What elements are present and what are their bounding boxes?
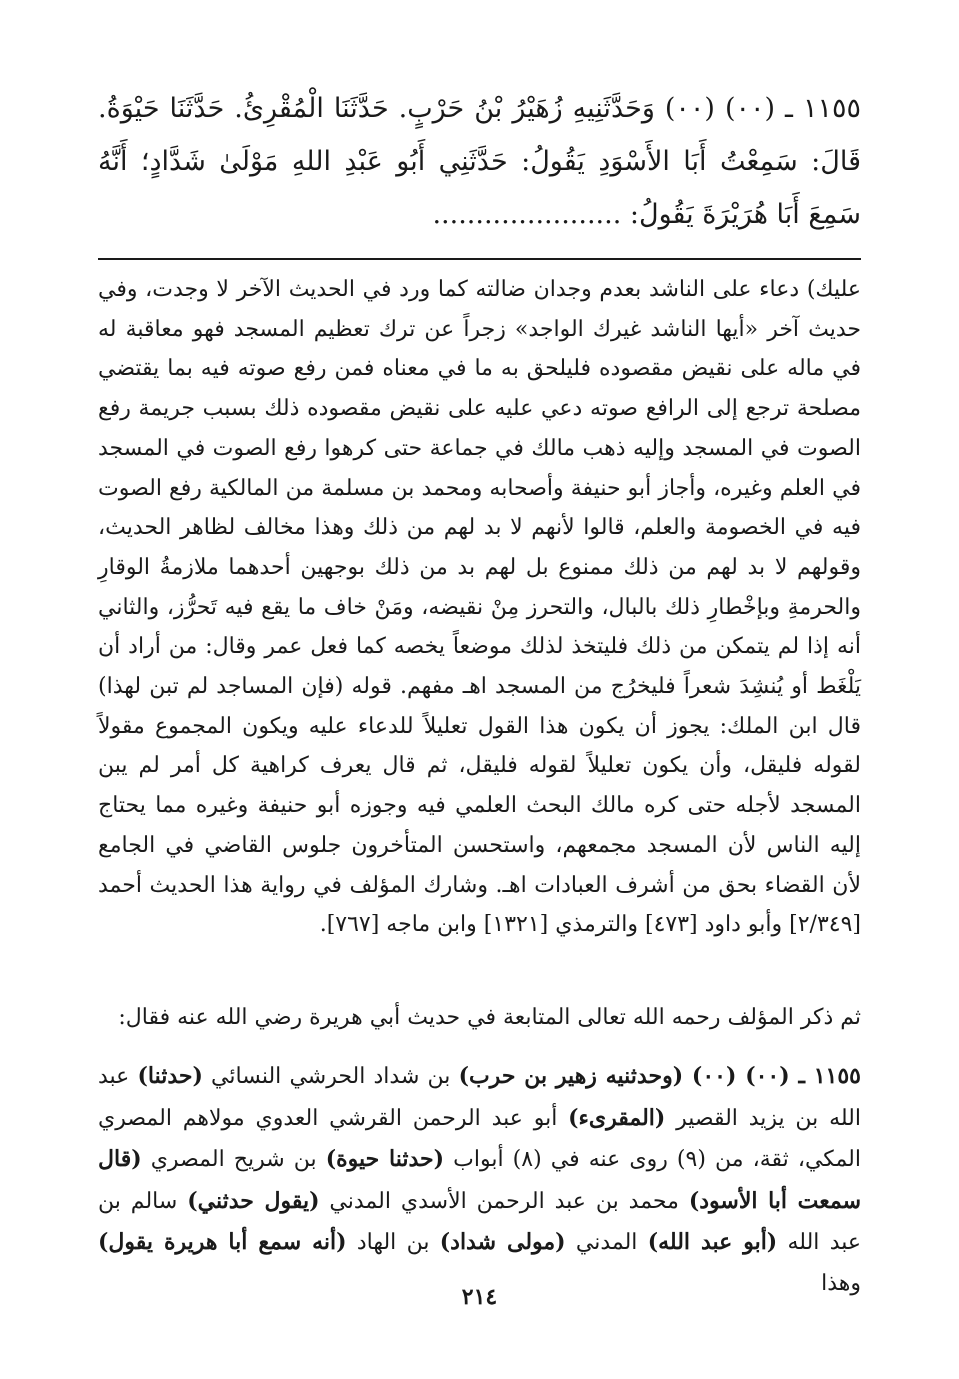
quoted-isnad-segment: (أنه سمع أبا هريرة يقول): [98, 1229, 347, 1255]
explanation-segment: سالم بن عبد الله: [98, 1188, 862, 1255]
quoted-isnad-segment: (المقرىء): [568, 1104, 666, 1131]
hadith-text: ١١٥٥ ـ (٠٠) (٠٠) وَحَدَّثَنِيهِ زُهَيْرُ بْنُ حَرْبٍ. حَدَّثَنَا الْمُقْرِئُ. حَدَّثَنَا حَيْوَةُ. قَالَ: سَمِعْتُ أَبَا الأَسْوَدِ يَقُولُ: حَدَّثَنِي أَبُو عَبْدِ اللهِ مَوْلَىٰ شَدَّادٍ؛ أَنَّهُ سَمِعَ أَبَا هُرَيْرَةَ يَقُولُ: ......................: [98, 93, 861, 230]
commentary-text: [98, 270, 861, 945]
quoted-isnad-segment: (حدثنا): [137, 1063, 203, 1089]
quoted-isnad-segment: (حدثنا حيوة): [325, 1146, 445, 1172]
quoted-isnad-segment: ١١٥٥ ـ (٠٠) (٠٠) (وحدثنيه زهير بن حرب): [458, 1063, 861, 1089]
explanation-segment: محمد بن عبد الرحمن الأسدي المدني: [319, 1188, 689, 1214]
mutabaah-intro: ثم ذكر المؤلف رحمه الله تعالى المتابعة في حديث أبي هريرة رضي الله عنه فقال:: [118, 1005, 861, 1030]
commentary-paragraph: عليك) دعاء على الناشد بعدم وجدان ضالته كما ورد في الحديث الآخر لا وجدت، وفي حديث آخر «أيها الناشد غيرك الواجد» زجراً عن ترك تعظيم المسجد فهو معاقبة له في ماله على نقيض مقصوده فليلحق به ما في معناه فمن رفع صوته فيه بما يقتضي مصلحة ترجع إلى الرافع صوته دعي عليه على نقيض مقصوده ذلك بسبب جريمة رفع الصوت في المسجد وإليه ذهب مالك في جماعة حتى كرهوا رفع الصوت في المسجد في العلم وغيره، وأجاز أبو حنيفة وأصحابه ومحمد بن مسلمة من المالكية رفع الصوت فيه في الخصومة والعلم، قالوا لأنهم لا بد لهم من ذلك وهذا مخالف لظاهر الحديث، وقولهم لا بد لهم من ذلك ممنوع بل لهم بد من ذلك بوجهين أحدهما ملازمةُ الوقارِ والحرمةِ وبإخْطارِ ذلك بالبال، والتحرز مِنْ نقيضه، ومَنْ خاف ما يقع فيه تَحرُّز، والثاني أنه إذا لم يتمكن من ذلك فليتخذ لذلك موضعاً يخصه كما فعل عمر وقال: من أراد أن يَلْغَط أو يُنشِدَ شعراً فليخرُج من المسجد اهـ مفهم. قوله (فإن المساجد لم تبن لهذا) قال ابن الملك: يجوز أن يكون هذا القول تعليلاً للدعاء عليه ويكون المجموع مقولاً لقوله فليقل، وأن يكون تعليلاً لقوله فليقل، ثم قال يعرف كراهية كل أمر لم يبن المسجد لأجله حتى كره مالك البحث العلمي فيه وجوزه أبو حنيفة وغيره مما يحتاج إليه الناس لأن المسجد مجمعهم، واستحسن المتأخرون جلوس القاضي في الجامع لأن القضاء بحق من أشرف العبادات اهـ. وشارك المؤلف في رواية هذا الحديث أحمد [٢/٣٤٩] وأبو داود [٤٧٣] والترمذي [١٣٢١] وابن ماجه [٧٦٧].: [98, 277, 862, 938]
explanation-segment: بن الهاد: [346, 1230, 440, 1255]
quoted-isnad-segment: (يقول حدثني): [187, 1187, 320, 1214]
quoted-isnad-segment: (أبو عبد الله): [647, 1229, 778, 1255]
page-number: ٢١٤: [461, 1284, 498, 1310]
explanation-segment: عبد الله بن يزيد القصير: [98, 1064, 861, 1131]
quoted-isnad-segment: (مولى شداد): [439, 1229, 566, 1255]
explanation-segment: وهذا: [821, 1270, 861, 1296]
quoted-isnad-segment: (قال سمعت أبا الأسود): [98, 1146, 862, 1214]
explanation-segment: بن شريح المصري: [141, 1147, 326, 1172]
explanation-segment: المدني: [565, 1230, 648, 1255]
isnad-explanation: [98, 1056, 861, 1304]
explanation-segment: أبو عبد الرحمن القرشي العدوي مولاهم المصري المكي، ثقة، من (٩) روى عنه في (٨) أبواب: [98, 1105, 861, 1172]
explanation-segment: بن شداد الحرشي النسائي: [202, 1064, 459, 1089]
footnote-divider: [98, 258, 861, 260]
